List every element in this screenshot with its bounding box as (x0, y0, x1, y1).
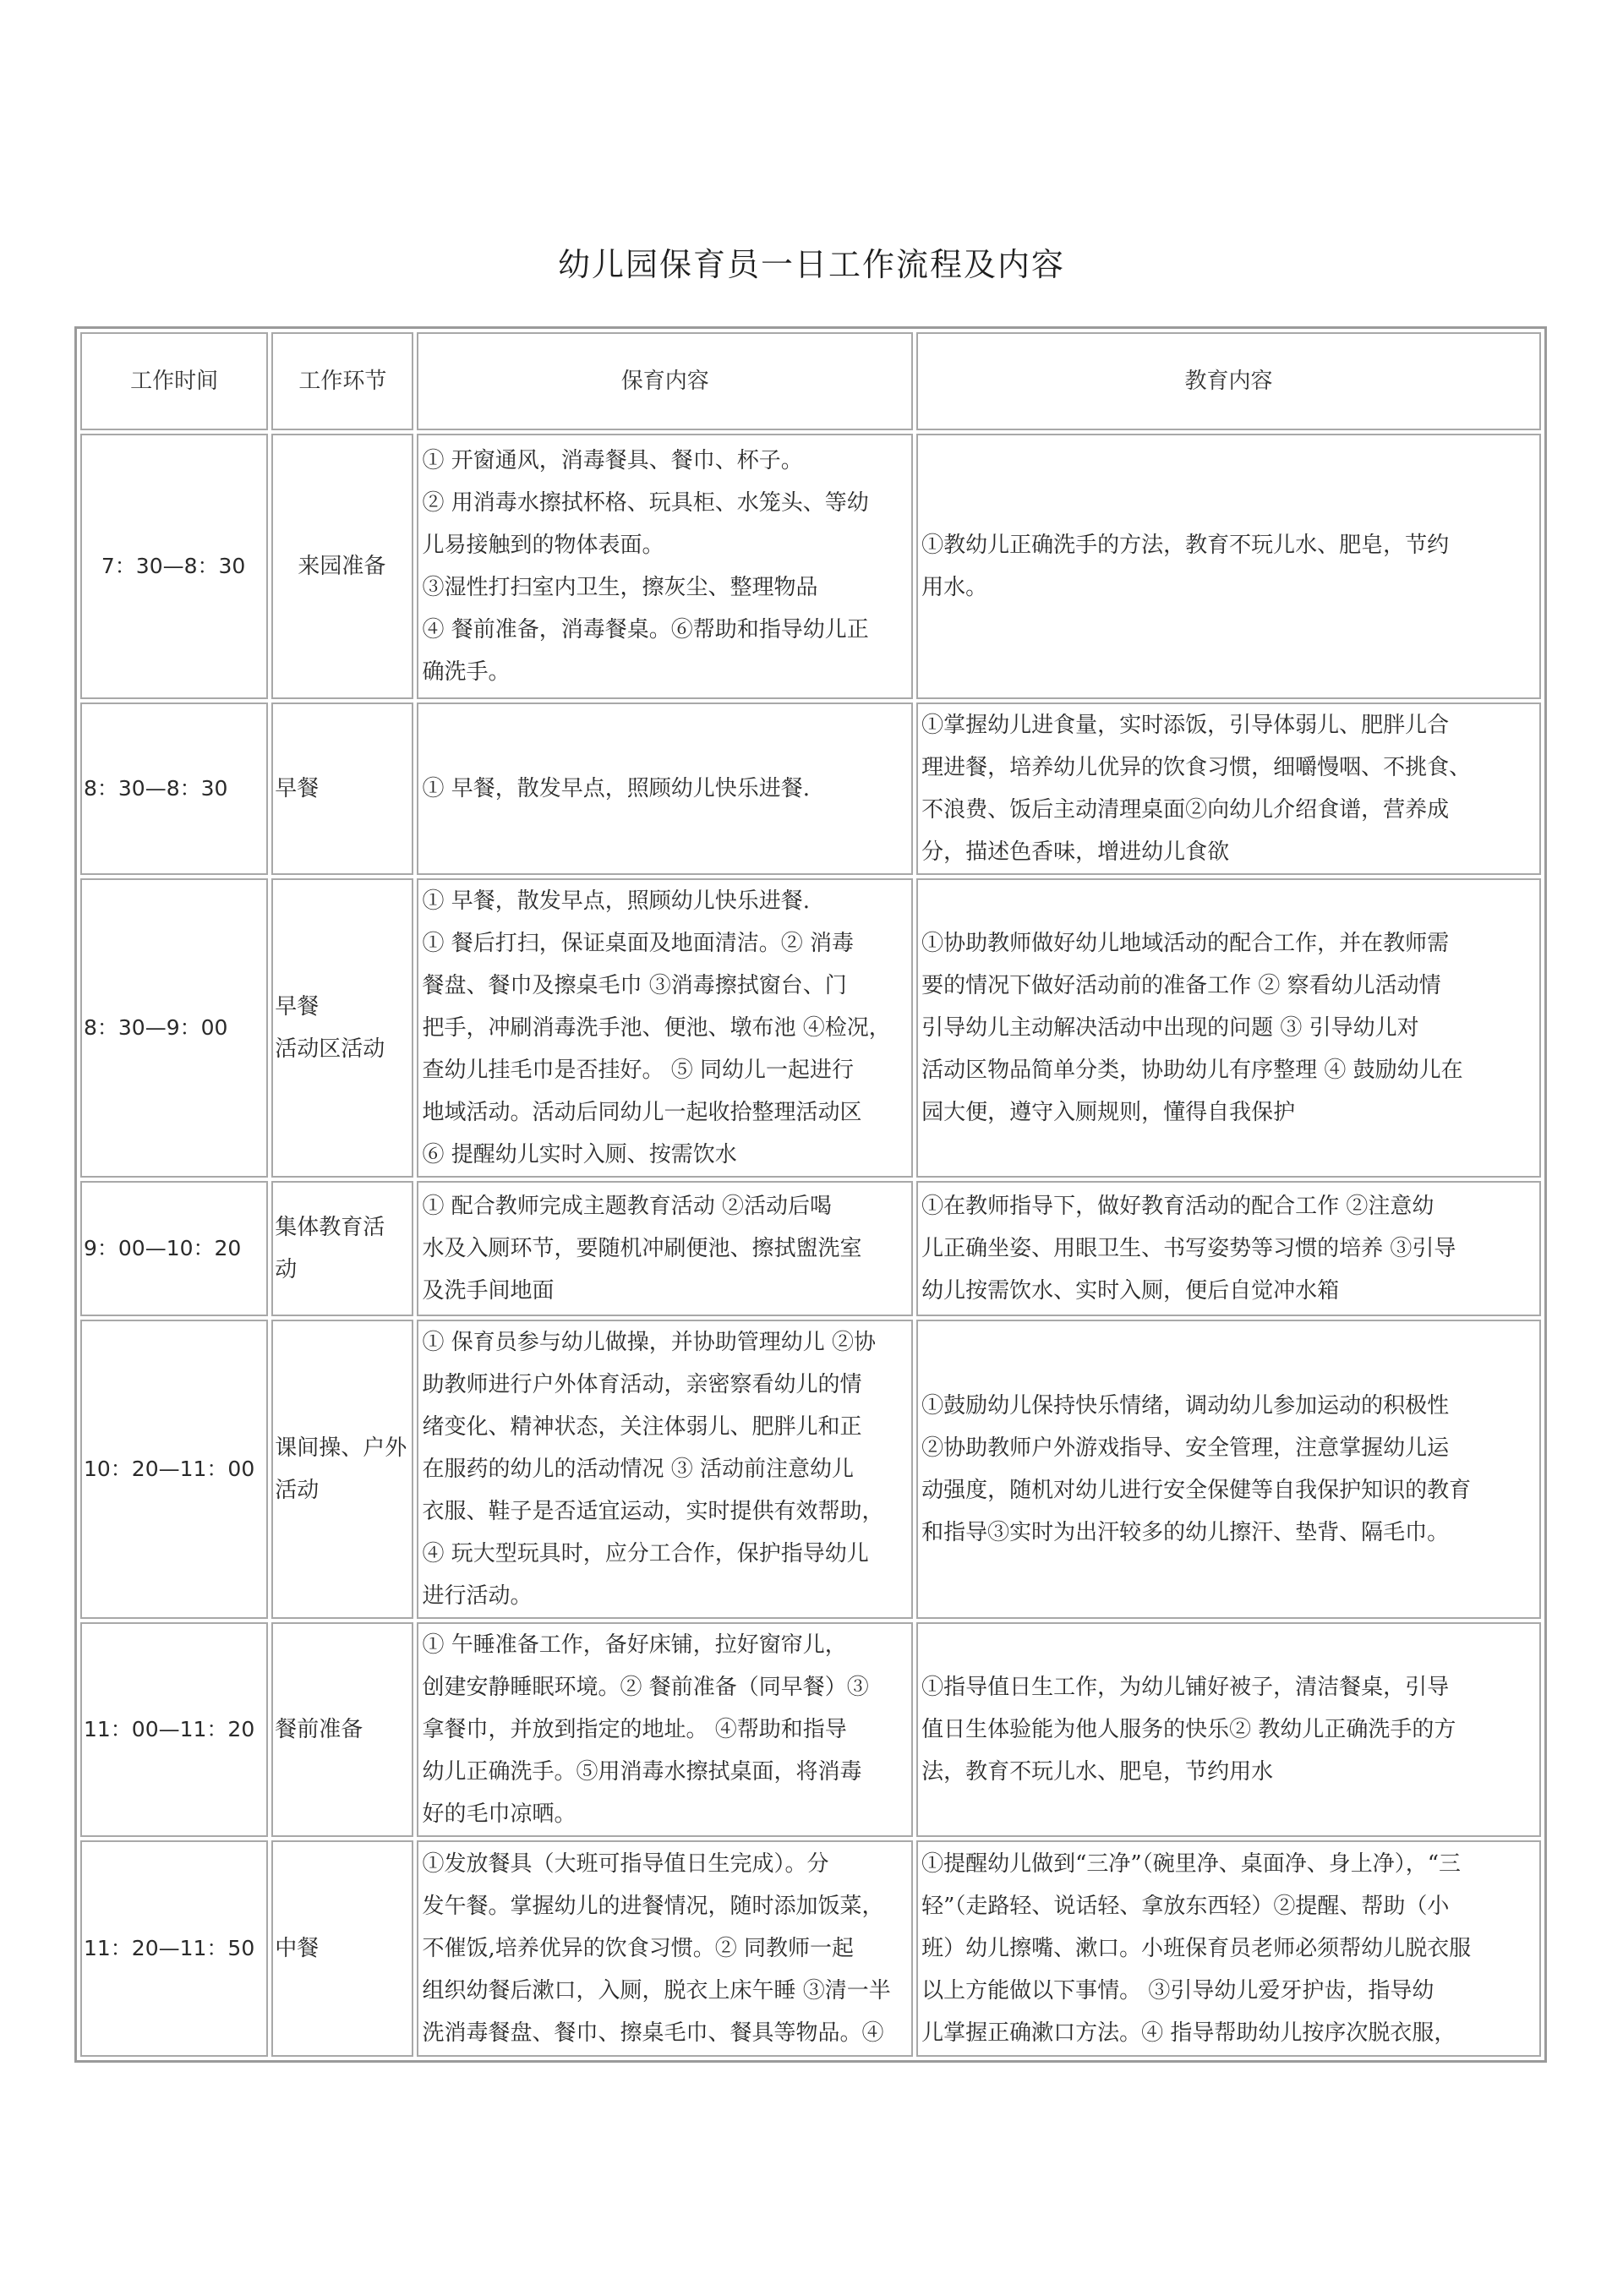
cell-care-line: ③湿性打扫室内卫生，擦灰尘、整理物品 (422, 575, 818, 600)
cell-stage (271, 1622, 413, 1837)
cell-education-line: ①提醒幼儿做到“三净”（碗里净、桌面净、身上净），“三 (921, 1851, 1461, 1877)
cell-time: 10：20—11：00 (80, 1320, 268, 1619)
cell-education (916, 702, 1541, 875)
cell-care-line: 绪变化、精神状态，关注体弱儿、肥胖儿和正 (422, 1414, 862, 1440)
cell-care-line: 不催饭,培养优异的饮食习惯。② 同教师一起 (422, 1936, 854, 1961)
cell-care (417, 434, 913, 699)
cell-education-line: ①掌握幼儿进食量，实时添饭，引导体弱儿、肥胖儿合 (921, 713, 1450, 738)
cell-care (417, 878, 913, 1178)
table-row (80, 1181, 1541, 1316)
cell-time: 11：20—11：50 (80, 1840, 268, 2057)
cell-care-line: 餐盘、餐巾及擦桌毛巾 ③消毒擦拭窗台、门 (422, 973, 847, 998)
cell-care (417, 1840, 913, 2057)
cell-education-line: ①协助教师做好幼儿地域活动的配合工作，并在教师需 (921, 931, 1450, 956)
cell-stage-line: 活动 (275, 1478, 320, 1503)
cell-education-line: 分，描述色香味，增进幼儿食欲 (921, 839, 1230, 865)
cell-education-line: 用水。 (921, 575, 988, 600)
cell-education-line: 幼儿按需饮水、实时入厕，便后自觉冲水箱 (921, 1278, 1340, 1304)
header-stage: 工作环节 (271, 332, 413, 430)
cell-education-line: ①指导值日生工作，为幼儿铺好被子，清洁餐桌，引导 (921, 1675, 1450, 1700)
cell-education-line: 园大便，遵守入厕规则，懂得自我保护 (921, 1100, 1296, 1125)
table-row (80, 1320, 1541, 1619)
cell-care-line: ② 用消毒水擦拭杯格、玩具柜、水笼头、等幼 (422, 490, 869, 516)
cell-time: 7：30—8：30 (80, 434, 268, 699)
cell-care-line: ① 午睡准备工作，备好床铺，拉好窗帘儿， (422, 1632, 847, 1658)
cell-time: 8：30—8：30 (80, 702, 268, 875)
cell-care (417, 1622, 913, 1837)
cell-stage-line: 餐前准备 (275, 1717, 363, 1742)
header-care: 保育内容 (417, 332, 913, 430)
cell-stage-line: 课间操、户外 (275, 1435, 407, 1461)
cell-care (417, 1181, 913, 1316)
cell-care-line: 及洗手间地面 (422, 1278, 555, 1304)
cell-care-line: 衣服、鞋子是否适宜运动，实时提供有效帮助， (422, 1499, 884, 1524)
cell-education-line: ②协助教师户外游戏指导、安全管理，注意掌握幼儿运 (921, 1435, 1450, 1461)
cell-stage (271, 702, 413, 875)
cell-care-line: ④ 餐前准备，消毒餐桌。⑥帮助和指导幼儿正 (422, 617, 869, 642)
cell-care-line: ① 配合教师完成主题教育活动 ②活动后喝 (422, 1194, 832, 1219)
cell-education-line: ①在教师指导下，做好教育活动的配合工作 ②注意幼 (921, 1194, 1434, 1219)
cell-education-line: 要的情况下做好活动前的准备工作 ② 察看幼儿活动情 (921, 973, 1441, 998)
cell-care-line: ①发放餐具（大班可指导值日生完成）。分 (422, 1851, 829, 1877)
cell-care-line: 进行活动。 (422, 1583, 533, 1609)
cell-education-line: 引导幼儿主动解决活动中出现的问题 ③ 引导幼儿对 (921, 1015, 1419, 1041)
cell-stage-line: 动 (275, 1257, 298, 1282)
cell-care-line: 地域活动。活动后同幼儿一起收拾整理活动区 (422, 1100, 862, 1125)
cell-stage (271, 1181, 413, 1316)
cell-time: 9：00—10：20 (80, 1181, 268, 1316)
cell-education (916, 434, 1541, 699)
cell-education (916, 1622, 1541, 1837)
cell-care-line: 洗消毒餐盘、餐巾、擦桌毛巾、餐具等物品。④ (422, 2020, 884, 2046)
cell-education-line: ①教幼儿正确洗手的方法，教育不玩儿水、肥皂，节约 (921, 533, 1450, 558)
cell-care-line: 儿易接触到的物体表面。 (422, 533, 664, 558)
cell-care-line: 拿餐巾，并放到指定的地址。 ④帮助和指导 (422, 1717, 847, 1742)
workflow-table (74, 326, 1547, 2063)
cell-time: 8：30—9：00 (80, 878, 268, 1178)
cell-care-line: ① 保育员参与幼儿做操，并协助管理幼儿 ②协 (422, 1330, 876, 1355)
cell-care-line: 水及入厕环节，要随机冲刷便池、擦拭盥洗室 (422, 1236, 862, 1261)
cell-care (417, 702, 913, 875)
cell-stage (271, 1840, 413, 2057)
cell-care-line: 好的毛巾凉晒。 (422, 1801, 577, 1827)
cell-stage-line: 早餐 (275, 994, 320, 1020)
cell-education-line: 轻”（走路轻、说话轻、拿放东西轻）②提醒、帮助（小 (921, 1894, 1450, 1919)
cell-education-line: 值日生体验能为他人服务的快乐② 教幼儿正确洗手的方 (921, 1717, 1456, 1742)
cell-education-line: 不浪费、饭后主动清理桌面②向幼儿介绍食谱，营养成 (921, 797, 1450, 823)
cell-care-line: ⑥ 提醒幼儿实时入厕、按需饮水 (422, 1142, 737, 1167)
table-header-row (80, 332, 1541, 430)
cell-care-line: 创建安静睡眠环境。② 餐前准备（同早餐）③ (422, 1675, 869, 1700)
header-time: 工作时间 (80, 332, 268, 430)
header-education: 教育内容 (916, 332, 1541, 430)
cell-care (417, 1320, 913, 1619)
cell-care-line: 发午餐。掌握幼儿的进餐情况，随时添加饭菜， (422, 1894, 884, 1919)
cell-care-line: ① 早餐，散发早点，照顾幼儿快乐进餐. (422, 776, 810, 801)
cell-care-line: ④ 玩大型玩具时，应分工合作，保护指导幼儿 (422, 1541, 869, 1566)
cell-care-line: 幼儿正确洗手。⑤用消毒水擦拭桌面，将消毒 (422, 1759, 862, 1785)
cell-care-line: 在服药的幼儿的活动情况 ③ 活动前注意幼儿 (422, 1457, 854, 1482)
cell-education-line: 动强度，随机对幼儿进行安全保健等自我保护知识的教育 (921, 1478, 1472, 1503)
cell-time: 11：00—11：20 (80, 1622, 268, 1837)
cell-education-line: 法，教育不玩儿水、肥皂，节约用水 (921, 1759, 1274, 1785)
cell-education-line: 儿掌握正确漱口方法。④ 指导帮助幼儿按序次脱衣服， (921, 2020, 1456, 2046)
cell-education-line: 班）幼儿擦嘴、漱口。小班保育员老师必须帮幼儿脱衣服 (921, 1936, 1472, 1961)
cell-education (916, 1320, 1541, 1619)
cell-care-line: 确洗手。 (422, 659, 511, 685)
cell-education-line: ①鼓励幼儿保持快乐情绪，调动幼儿参加运动的积极性 (921, 1393, 1450, 1419)
cell-education (916, 1181, 1541, 1316)
cell-care-line: 查幼儿挂毛巾是否挂好。 ⑤ 同幼儿一起进行 (422, 1058, 854, 1083)
cell-education (916, 1840, 1541, 2057)
cell-education-line: 以上方能做以下事情。 ③引导幼儿爱牙护齿，指导幼 (921, 1978, 1434, 2004)
cell-care-line: 助教师进行户外体育活动，亲密察看幼儿的情 (422, 1372, 862, 1397)
cell-care-line: ① 餐后打扫，保证桌面及地面清洁。② 消毒 (422, 931, 854, 956)
table-row (80, 1622, 1541, 1837)
cell-stage-line: 早餐 (275, 776, 320, 801)
cell-education-line: 儿正确坐姿、用眼卫生、书写姿势等习惯的培养 ③引导 (921, 1236, 1456, 1261)
cell-care-line: 把手，冲刷消毒洗手池、便池、墩布池 ④检况， (422, 1015, 891, 1041)
cell-stage-line: 集体教育活 (275, 1215, 385, 1240)
cell-stage-line: 活动区活动 (275, 1036, 385, 1062)
cell-care-line: 组织幼餐后漱口，入厕，脱衣上床午睡 ③清一半 (422, 1978, 891, 2004)
table-row (80, 702, 1541, 875)
cell-stage-line: 中餐 (275, 1936, 320, 1961)
cell-stage (271, 1320, 413, 1619)
cell-care-line: ① 早餐，散发早点，照顾幼儿快乐进餐. (422, 888, 810, 914)
page-title: 幼儿园保育员一日工作流程及内容 (557, 246, 1065, 283)
table-row (80, 434, 1541, 699)
cell-education (916, 878, 1541, 1178)
cell-stage (271, 434, 413, 699)
cell-stage-line: 来园准备 (298, 554, 386, 579)
cell-care-line: ① 开窗通风，消毒餐具、餐巾、杯子。 (422, 448, 803, 473)
table-body (80, 434, 1541, 2057)
table-row (80, 878, 1541, 1178)
table-row (80, 1840, 1541, 2057)
cell-stage (271, 878, 413, 1178)
cell-education-line: 理进餐，培养幼儿优异的饮食习惯，细嚼慢咽、不挑食、 (921, 755, 1472, 780)
cell-education-line: 活动区物品简单分类，协助幼儿有序整理 ④ 鼓励幼儿在 (921, 1058, 1463, 1083)
cell-education-line: 和指导③实时为出汗较多的幼儿擦汗、垫背、隔毛巾。 (921, 1520, 1450, 1545)
